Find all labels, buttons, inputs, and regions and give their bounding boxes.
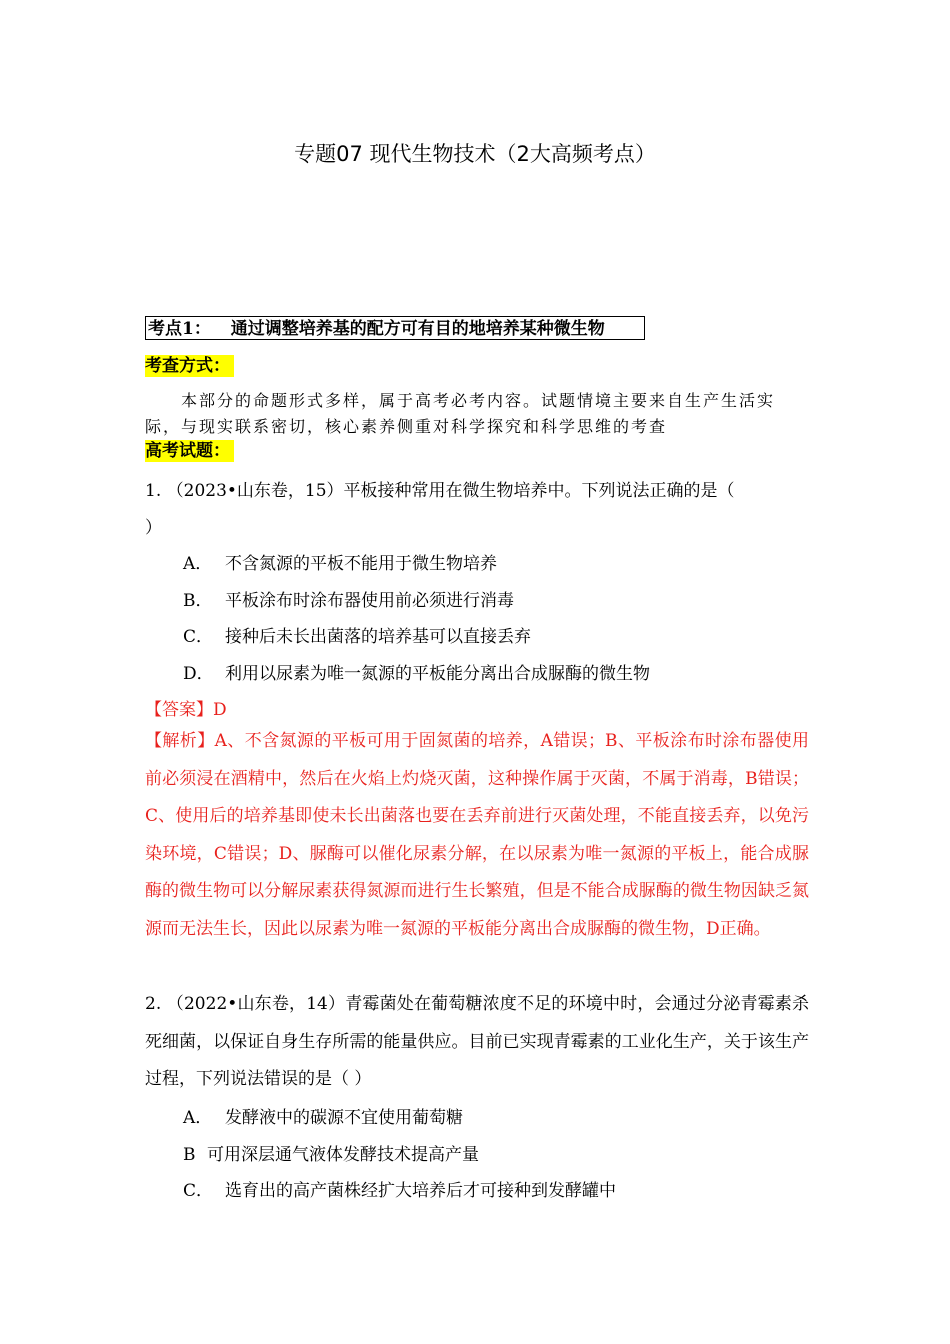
q2-stem: 2. （2022•山东卷，14）青霉菌处在葡萄糖浓度不足的环境中时，会通过分泌青霉素杀死细菌，以保证自身生存所需的能量供应。目前已实现青霉素的工业化生产，关于该生产过程，下列说法错误的是（ ） xyxy=(145,994,809,1089)
q1-stem-line2: ） xyxy=(145,518,162,538)
option-key: B xyxy=(183,1145,196,1165)
option-text: 接种后未长出菌落的培养基可以直接丢弃 xyxy=(225,627,531,647)
option-text: 利用以尿素为唯一氮源的平板能分离出合成脲酶的微生物 xyxy=(225,664,650,684)
option-key: A． xyxy=(183,554,213,574)
option-key: B． xyxy=(183,591,213,611)
q1-answer: 【答案】D xyxy=(145,700,227,720)
section-heading xyxy=(145,316,645,340)
q2-option-b xyxy=(183,1140,479,1165)
section-label: 考点1： xyxy=(148,319,211,339)
option-text: 选育出的高产菌株经扩大培养后才可接种到发酵罐中 xyxy=(225,1181,616,1201)
option-text: 平板涂布时涂布器使用前必须进行消毒 xyxy=(225,591,514,611)
q2-option-a xyxy=(183,1103,463,1128)
option-key: C． xyxy=(183,1181,214,1201)
q1-option-d xyxy=(183,659,650,684)
option-key: D． xyxy=(183,664,214,684)
intro-text: 本部分的命题形式多样，属于高考必考内容。试题情境主要来自生产生活实际，与现实联系密切，核心素养侧重对科学探究和科学思维的考查 xyxy=(145,391,776,436)
q1-option-a xyxy=(183,549,497,574)
section-text: 通过调整培养基的配方可有目的地培养某种微生物 xyxy=(230,319,605,339)
option-text: 不含氮源的平板不能用于微生物培养 xyxy=(225,554,497,574)
q1-option-b xyxy=(183,586,514,611)
q2-option-c xyxy=(183,1176,616,1201)
q1-option-c xyxy=(183,622,531,647)
option-text: 发酵液中的碳源不宜使用葡萄糖 xyxy=(225,1108,463,1128)
page-title: 专题07 现代生物技术（2大高频考点） xyxy=(294,142,656,166)
method-heading: 考查方式： xyxy=(145,355,234,377)
option-text: 可用深层通气液体发酵技术提高产量 xyxy=(207,1145,479,1165)
option-key: A． xyxy=(183,1108,213,1128)
exam-heading: 高考试题： xyxy=(145,440,234,462)
q1-stem-line1: 1. （2023•山东卷，15）平板接种常用在微生物培养中。下列说法正确的是（ xyxy=(145,481,735,501)
option-key: C． xyxy=(183,627,214,647)
q1-analysis: 【解析】A、不含氮源的平板可用于固氮菌的培养，A错误；B、平板涂布时涂布器使用前必须浸在酒精中，然后在火焰上灼烧灭菌，这种操作属于灭菌，不属于消毒，B错误；C、使用后的培养基即使未长出菌落也要在丢弃前进行灭菌处理，不能直接丢弃，以免污染环境，C错误；D、脲酶可以催化尿素分解，在以尿素为唯一氮源的平板上，能合成脲酶的微生物可以分解尿素获得氮源而进行生长繁殖，但是不能合成脲酶的微生物因缺乏氮源而无法生长，因此以尿素为唯一氮源的平板能分离出合成脲酶的微生物，D正确。 xyxy=(145,731,809,939)
